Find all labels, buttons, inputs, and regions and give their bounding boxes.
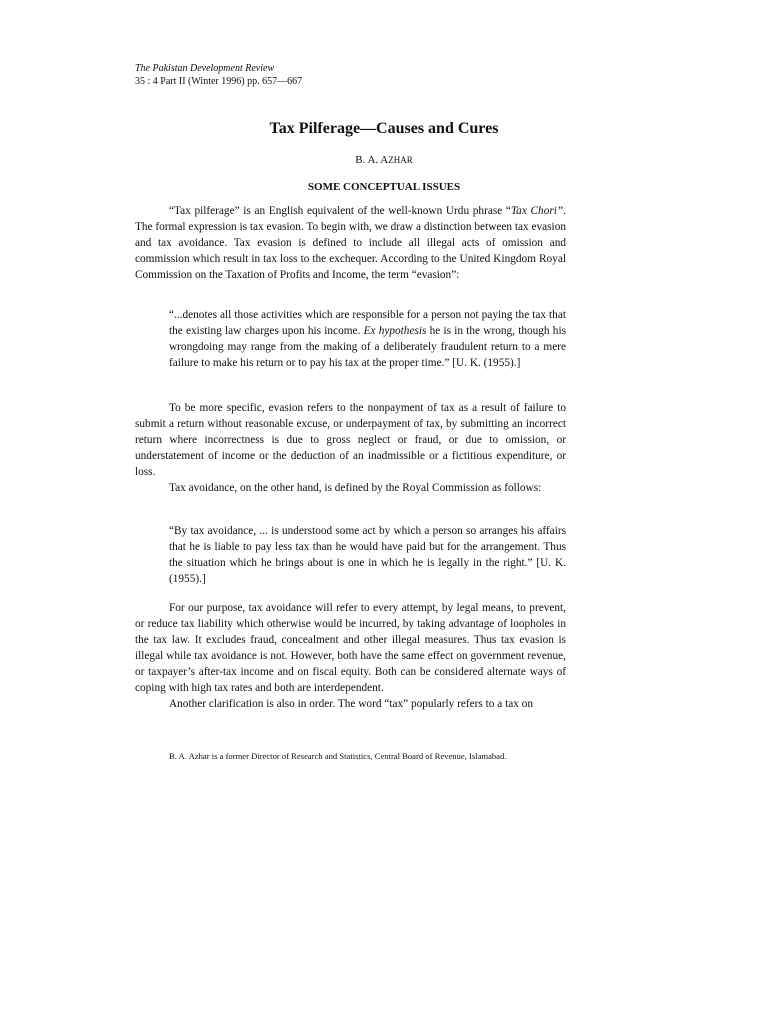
quote2-text: “By tax avoidance, ... is understood some act by which a person so arranges his affairs that he is liable to pay less tax than he would have paid but for the arrangement. Thus the situation which he brings about is one in which he is legally in the right.” [U. K. (1955).] [169, 525, 566, 585]
author-name [0, 154, 768, 166]
paper-title: Tax Pilferage—Causes and Cures [269, 120, 499, 137]
paragraph-3: Tax avoidance, on the other hand, is defined by the Royal Commission as follows: [169, 482, 542, 494]
para1-text-b: . The formal expression is tax evasion. To begin with, we draw a distinction between tax evasion and tax avoidance. Tax evasion is defined to include all illegal acts of omission and commission which result in tax loss to the exchequer. According to the United Kingdom Royal Commission on the Taxation of Profits and Income, the term “evasion”: [135, 205, 566, 281]
paragraph-2: To be more specific, evasion refers to the nonpayment of tax as a result of failure to submit a return without reasonable excuse, or underpayment of tax, by submitting an incorrect return where incorrectness is due to gross neglect or fraud, or due to omission, or understatement of income or the deduction of an inadmissible or a fictitious expenditure, or loss. [135, 402, 566, 478]
author-surname-rest: ZHAR [388, 155, 413, 165]
journal-citation: 35 : 4 Part II (Winter 1996) pp. 657—667 [135, 76, 303, 87]
journal-header [135, 62, 302, 88]
block-quote-1 [169, 307, 566, 371]
paragraph-4: For our purpose, tax avoidance will refer to every attempt, by legal means, to prevent, or reduce tax liability which otherwise would be incurred, by taking advantage of loopholes in the tax law. It excludes fraud, concealment and other illegal measures. Thus tax evasion is illegal while tax avoidance is not. However, both have the same effect on government revenue, or taxpayer’s after-tax income and on fiscal equity. Both can be considered alternate ways of coping with high tax rates and both are interdependent. [135, 602, 566, 694]
block-quote-2 [169, 523, 566, 587]
paragraph-1 [135, 203, 566, 283]
paragraphs-2-3 [135, 400, 566, 496]
paragraphs-4-5 [135, 600, 566, 712]
para1-text-a: “Tax pilferage” is an English equivalent of the well-known Urdu phrase “ [169, 205, 511, 217]
paragraph-5: Another clarification is also in order. The word “tax” popularly refers to a tax on [169, 698, 533, 710]
journal-name: The Pakistan Development Review [135, 63, 275, 74]
footnote: B. A. Azhar is a former Director of Research and Statistics, Central Board of Revenue, Islamabad. [169, 751, 507, 761]
section-heading: SOME CONCEPTUAL ISSUES [307, 181, 461, 193]
quote1-text-b: he is in the wrong, though his wrongdoing may range from the making of a deliberately fraudulent return to a mere failure to make his return or to pay his tax at the proper time.” [U. K. (1955).] [169, 325, 566, 369]
author-initials: B. A. A [355, 154, 389, 166]
quote1-text-a: “...denotes all those activities which are responsible for a person not paying the tax that the existing law charges upon his income. [169, 309, 566, 337]
quote1-italic: Ex hypothesis [363, 325, 427, 337]
para1-italic: Tax Chori” [510, 205, 564, 217]
